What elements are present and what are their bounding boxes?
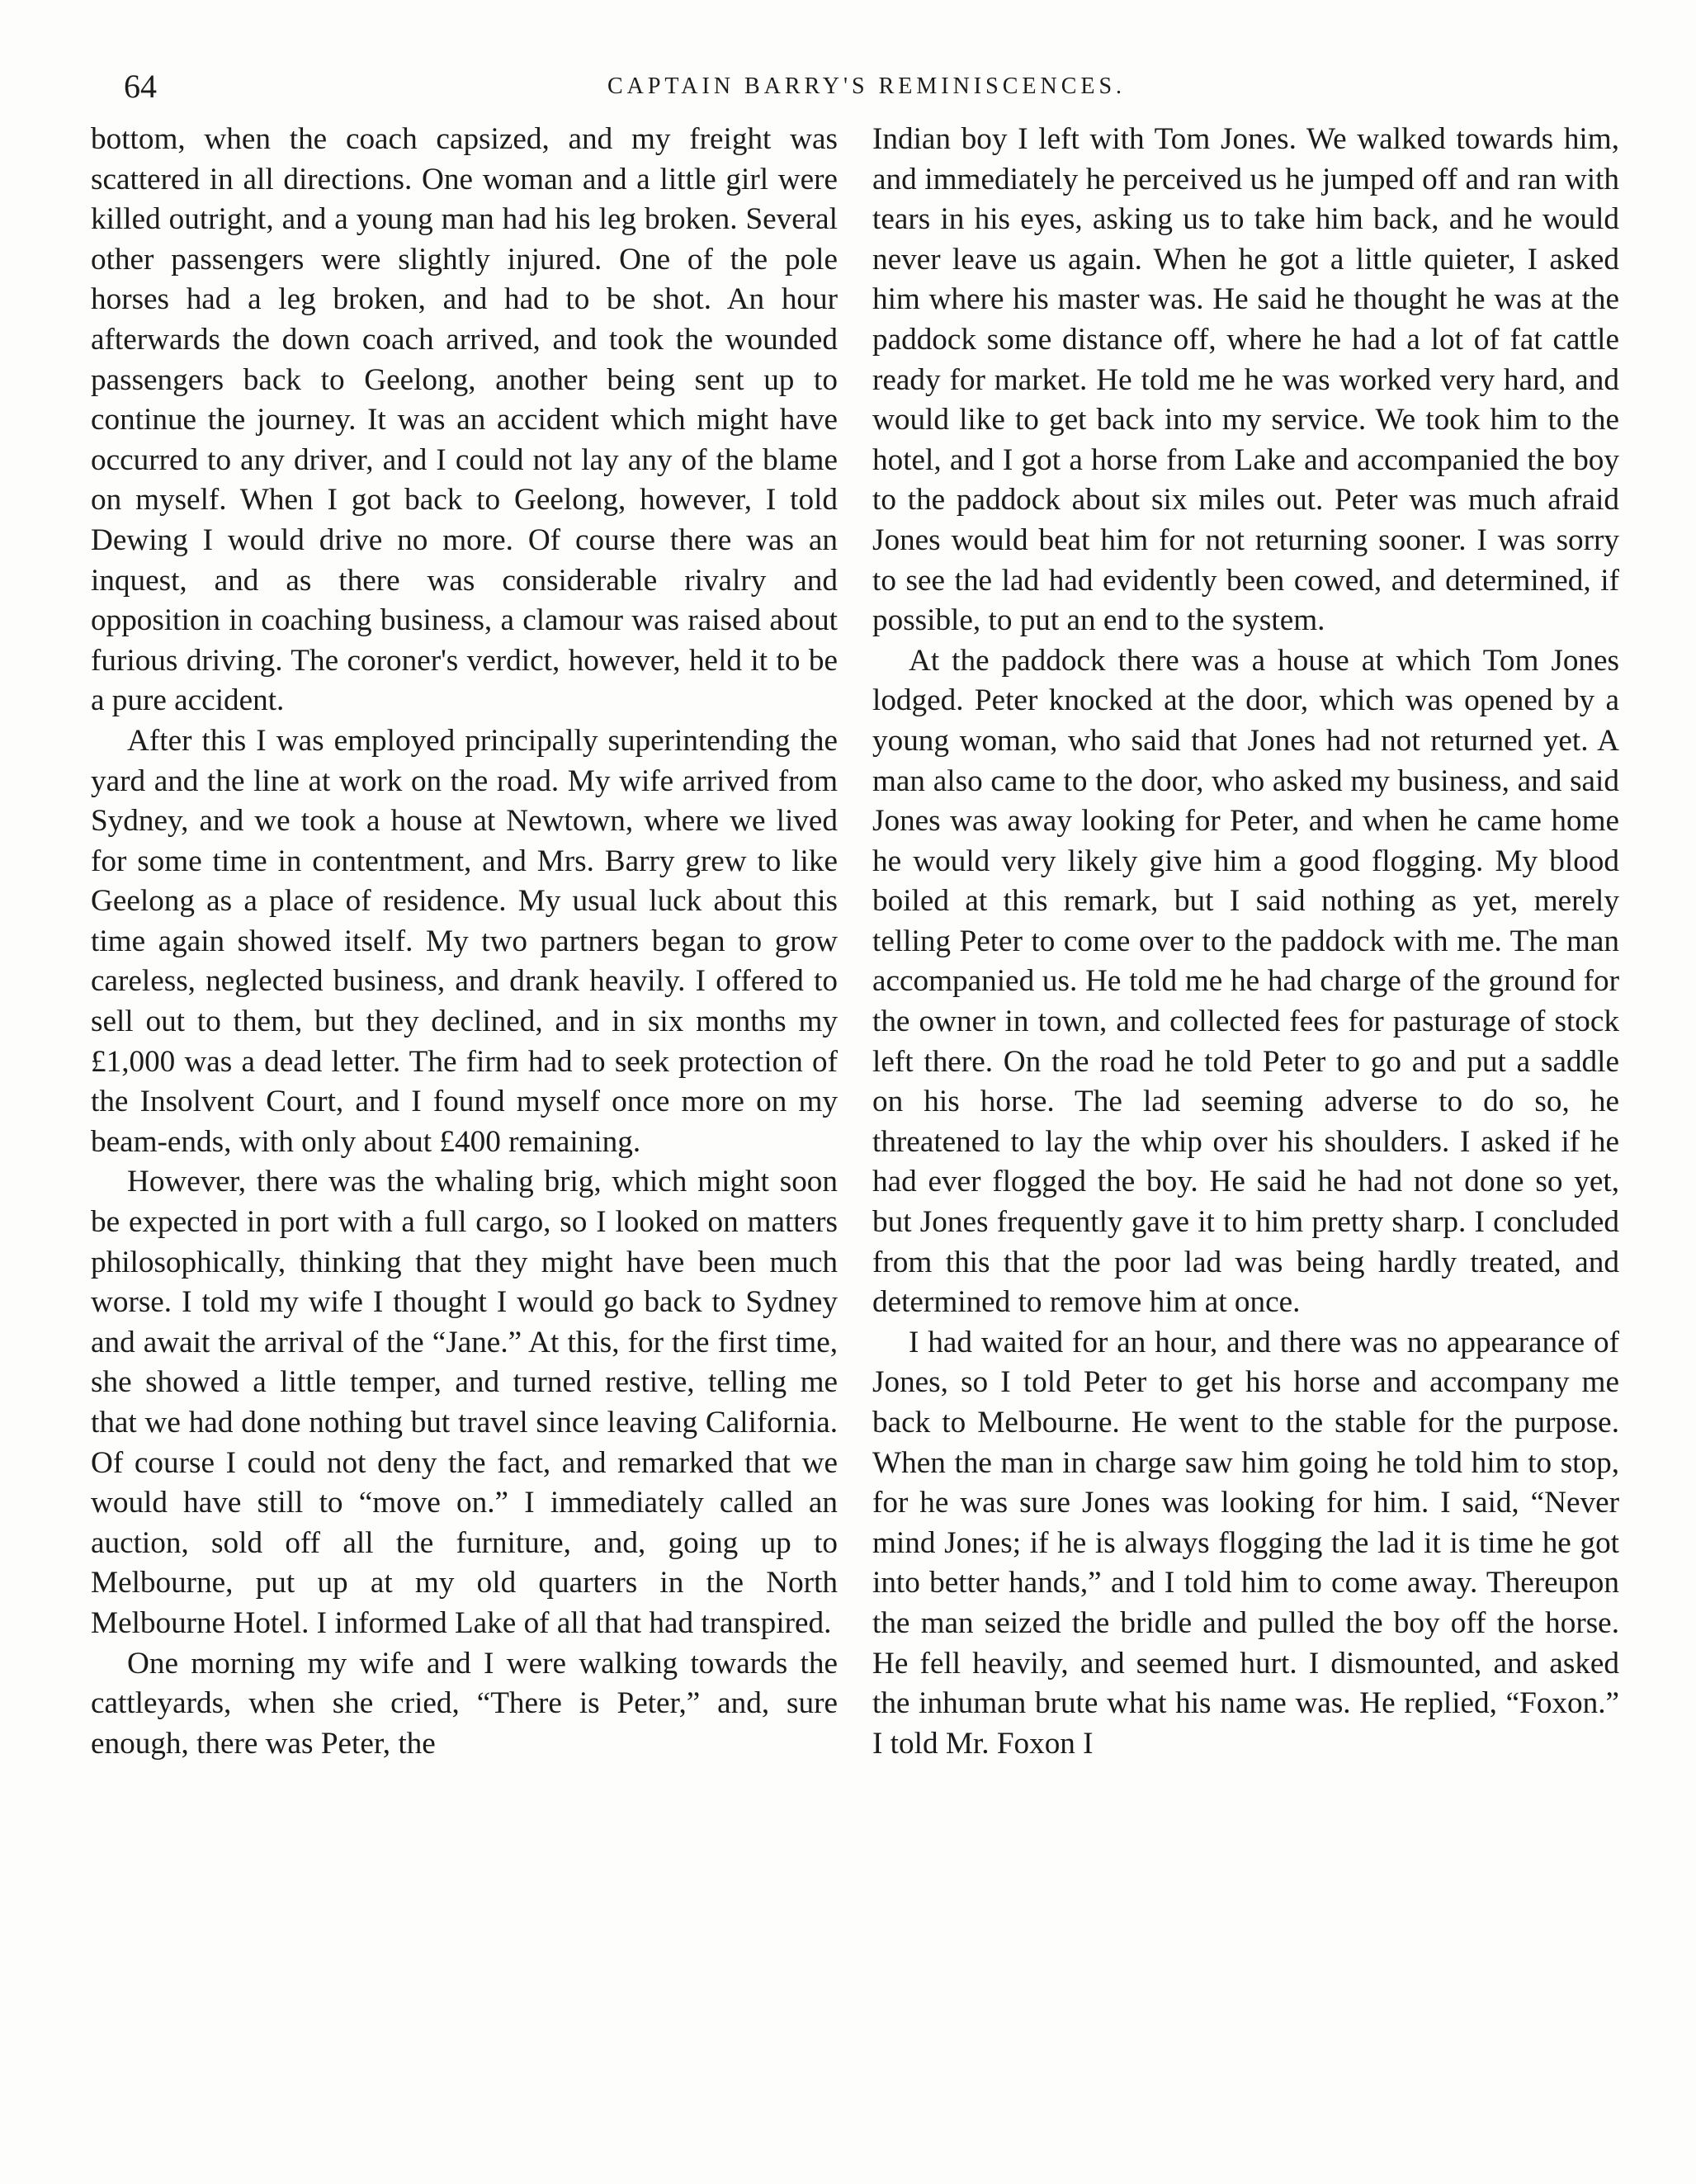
page-number: 64 — [124, 68, 157, 105]
paragraph: One morning my wife and I were walking towards the cattleyards, when she cried, “There is Peter,” and, sure enough, there was Peter, the — [91, 1646, 838, 1761]
paragraph: At the paddock there was a house at which Tom Jones lodged. Peter knocked at the door, which was opened by a young woman, who said that Jones had not returned yet. A man also came to the door, who asked my business, and said Jones was away looking for Peter, and when he came home he would very likely give him a good flogging. My blood boiled at this remark, but I said nothing as yet, merely telling Peter to come over to the paddock with me. The man accompanied us. He told me he had charge of the ground for the owner in town, and collected fees for pasturage of stock left there. On the road he told Peter to go and put a saddle on his horse. The lad seeming adverse to do so, he threatened to lay the whip over his shoulders. I asked if he had ever flogged the boy. He said he had not done so yet, but Jones frequently gave it to him pretty sharp. I concluded from this that the poor lad was being hardly treated, and determined to remove him at once. — [872, 643, 1619, 1320]
paragraph: Indian boy I left with Tom Jones. We walked towards him, and immediately he perceived us he jumped off and ran with tears in his eyes, asking us to take him back, and he would never leave us again. When he got a little quieter, I asked him where his master was. He said he thought he was at the paddock some distance off, where he had a lot of fat cattle ready for market. He told me he was worked very hard, and would like to get back into my service. We took him to the hotel, and I got a horse from Lake and accompanied the boy to the paddock about six miles out. Peter was much afraid Jones would beat him for not returning sooner. I was sorry to see the lad had evidently been cowed, and determined, if possible, to put an end to the system. — [872, 122, 1619, 638]
running-head: CAPTAIN BARRY'S REMINISCENCES. — [607, 73, 1127, 99]
paragraph: After this I was employed principally superintending the yard and the line at work on the road. My wife arrived from Sydney, and we took a house at Newtown, where we lived for some time in contentment, and Mrs. Barry grew to like Geelong as a place of residence. My usual luck about this time again showed itself. My two partners began to grow careless, neglected business, and drank heavily. I offered to sell out to them, but they declined, and in six months my £1,000 was a dead letter. The firm had to seek protection of the Insolvent Court, and I found myself once more on my beam-ends, with only about £400 remaining. — [91, 723, 838, 1159]
paragraph: bottom, when the coach capsized, and my freight was scattered in all directions. One woman and a little girl were killed outright, and a young man had his leg broken. Several other passengers were slightly injured. One of the pole horses had a leg broken, and had to be shot. An hour afterwards the down coach arrived, and took the wounded passengers back to Geelong, another being sent up to continue the journey. It was an accident which might have occurred to any driver, and I could not lay any of the blame on myself. When I got back to Geelong, however, I told Dewing I would drive no more. Of course there was an inquest, and as there was considerable rivalry and opposition in coaching business, a clamour was raised about furious driving. The coroner's verdict, however, held it to be a pure accident. — [91, 122, 838, 718]
paragraph: I had waited for an hour, and there was no appearance of Jones, so I told Peter to get his horse and accompany me back to Melbourne. He went to the stable for the purpose. When the man in charge saw him going he told him to stop, for he was sure Jones was looking for him. I said, “Never mind Jones; if he is always flogging the lad it is time he got into better hands,” and I told him to come away. Thereupon the man seized the bridle and pulled the boy off the horse. He fell heavily, and seemed hurt. I dismounted, and asked the inhuman brute what his name was. He replied, “Foxon.” I told Mr. Foxon I — [872, 1325, 1619, 1761]
left-column — [91, 120, 838, 1764]
paragraph: However, there was the whaling brig, which might soon be expected in port with a full cargo, so I looked on matters philosophically, thinking that they might have been much worse. I told my wife I thought I would go back to Sydney and await the arrival of the “Jane.” At this, for the first time, she showed a little temper, and turned restive, telling me that we had done nothing but travel since leaving California. Of course I could not deny the fact, and remarked that we would have still to “move on.” I immediately called an auction, sold off all the furniture, and, going up to Melbourne, put up at my old quarters in the North Melbourne Hotel. I informed Lake of all that had transpired. — [91, 1165, 838, 1640]
right-column — [872, 120, 1619, 1764]
page-header — [124, 66, 1609, 107]
